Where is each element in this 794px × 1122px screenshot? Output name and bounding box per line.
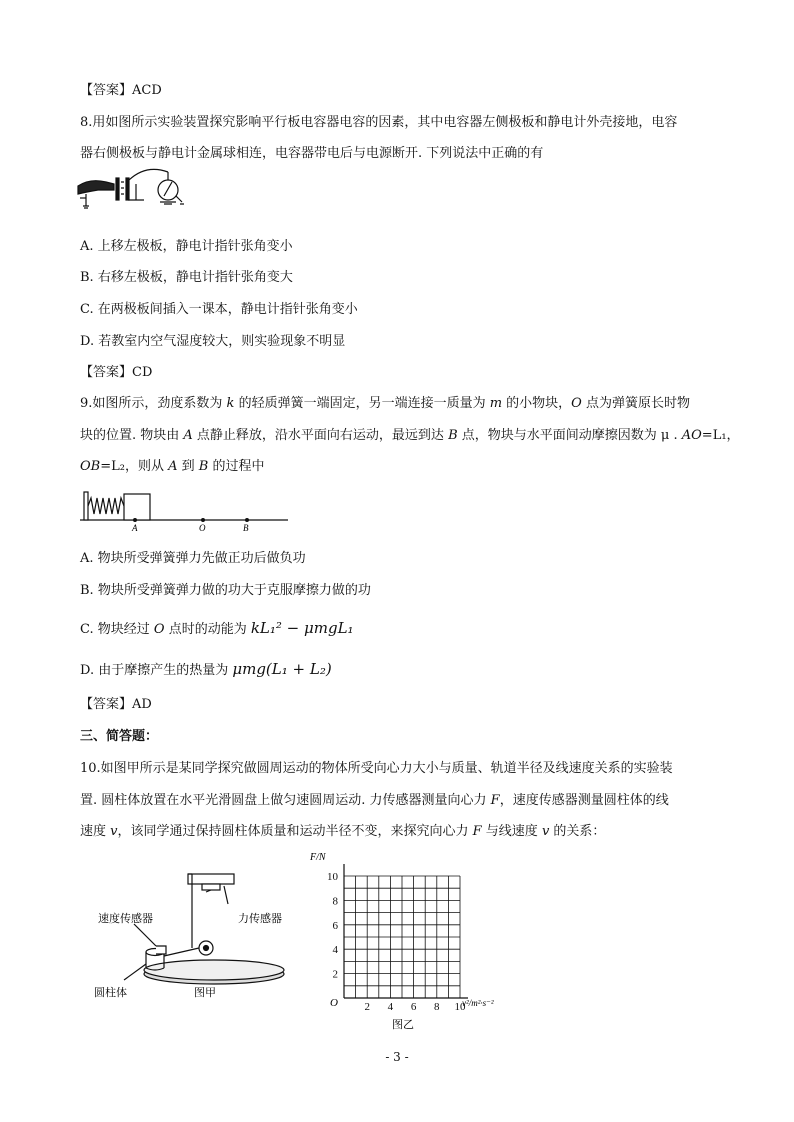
figure-grid-chart xyxy=(306,846,536,1032)
x-tick-label: 4 xyxy=(387,1001,394,1013)
answer-value: CD xyxy=(132,365,153,380)
q7-answer xyxy=(80,82,162,100)
q8-option-c: C. 在两极板间插入一课本，静电计指针张角变小 xyxy=(80,302,358,317)
x-tick-label: 8 xyxy=(434,1001,440,1013)
figure-b-caption: 图乙 xyxy=(392,1019,414,1031)
y-axis-label: F/N xyxy=(310,852,326,863)
label-o: O xyxy=(199,523,206,532)
x-axis-label: v²/m²·s⁻² xyxy=(462,998,494,1008)
q8-option-a: A. 上移左极板，静电计指针张角变小 xyxy=(80,239,293,254)
point-o xyxy=(201,518,205,522)
y-tick-label: 10 xyxy=(327,871,338,883)
var-a: A xyxy=(183,428,193,443)
block xyxy=(124,494,150,520)
x-tick-label: 6 xyxy=(410,1001,417,1013)
answer-label: 【答案】 xyxy=(80,697,133,712)
q9-stem-line3 xyxy=(80,458,264,476)
q9-option-a: A. 物块所受弹簧弹力先做正功后做负功 xyxy=(80,551,306,566)
x-tick-label: 10 xyxy=(454,1001,466,1013)
q10-text: 的关系： xyxy=(549,824,606,839)
var-b: B xyxy=(448,428,458,443)
y-tick-label: 2 xyxy=(332,968,338,981)
y-tick-label: 6 xyxy=(332,919,338,932)
q9-option-b: B. 物块所受弹簧弹力做的功大于克服摩擦力做的功 xyxy=(80,583,371,598)
q8-answer xyxy=(80,364,152,382)
page-number: - 3 - xyxy=(385,1050,409,1064)
q10-text: ，速度传感器测量圆柱体的线 xyxy=(499,793,669,808)
figure-apparatus xyxy=(94,860,294,1010)
origin-label: O xyxy=(330,997,338,1009)
answer-value: ACD xyxy=(132,83,162,98)
var-a: A xyxy=(168,459,178,474)
q9-text: 的小物块， xyxy=(502,396,572,411)
option-text: D. 由于摩擦产生的热量为 xyxy=(80,663,233,678)
q9-stem-line2 xyxy=(80,427,740,445)
q10-text: 速度 xyxy=(80,824,111,839)
answer-label: 【答案】 xyxy=(80,83,133,98)
cylinder-label: 圆柱体 xyxy=(94,987,127,999)
var-f: F xyxy=(472,824,482,839)
section-heading: 三、简答题： xyxy=(80,729,159,744)
q10-text: 置. 圆柱体放置在水平光滑圆盘上做匀速圆周运动. 力传感器测量向心力 xyxy=(80,793,491,808)
capacitor-electrometer-figure xyxy=(76,166,186,210)
q9-stem-line1 xyxy=(80,395,690,413)
q8-option-b: B. 右移左极板，静电计指针张角变大 xyxy=(80,270,293,285)
q10-stem-line3 xyxy=(80,823,605,841)
figure-a-caption: 图甲 xyxy=(194,987,216,999)
q9-text: 点静止释放，沿水平面向右运动，最远到达 xyxy=(192,428,449,443)
q9-text: 的轻质弹簧一端固定，另一端连接一质量为 xyxy=(234,396,490,411)
q9-text: 点为弹簧原长时物 xyxy=(581,396,690,411)
var-f: F xyxy=(490,793,500,808)
formula: kL₁² − μmgL₁ xyxy=(250,619,354,637)
q9-answer xyxy=(80,696,152,714)
q10-stem-line1: 10.如图甲所示是某同学探究做圆周运动的物体所受向心力大小与质量、轨道半径及线速度关系的实验装 xyxy=(80,761,673,776)
var-o: O xyxy=(571,396,582,411)
var-b: B xyxy=(198,459,209,474)
var-k: k xyxy=(226,396,235,411)
q10-stem-line2 xyxy=(80,792,669,810)
q8-stem-line1: 8.用如图所示实验装置探究影响平行板电容器电容的因素，其中电容器左侧极板和静电计外壳接地，电容 xyxy=(80,115,678,130)
q9-text: =L₁， xyxy=(701,428,740,443)
spring-block-figure xyxy=(78,488,298,532)
q8-option-d: D. 若教室内空气湿度较大，则实验现象不明显 xyxy=(80,334,346,349)
answer-label: 【答案】 xyxy=(80,365,133,380)
option-text: 点时的动能为 xyxy=(164,622,251,637)
q9-text: 9.如图所示，劲度系数为 xyxy=(80,396,227,411)
answer-value: AD xyxy=(132,697,152,712)
q10-text: 与线速度 xyxy=(481,824,542,839)
var-v: v xyxy=(110,824,118,839)
point-a xyxy=(133,518,137,522)
q8-stem-line2: 器右侧极板与静电计金属球相连，电容器带电后与电源断开. 下列说法中正确的有 xyxy=(80,146,544,161)
label-b: B xyxy=(243,523,249,532)
var-ao: AO xyxy=(681,428,702,443)
var-v: v xyxy=(541,824,550,839)
q9-text: 的过程中 xyxy=(208,459,265,474)
label-a: A xyxy=(132,523,138,532)
speed-sensor-label: 速度传感器 xyxy=(98,913,153,925)
formula: μmg(L₁ + L₂) xyxy=(232,660,332,678)
var-ob: OB xyxy=(80,459,101,474)
q9-option-d xyxy=(80,660,332,680)
var-o: O xyxy=(153,622,165,637)
q9-text: 到 xyxy=(177,459,199,474)
y-tick-label: 4 xyxy=(332,944,338,957)
option-text: C. 物块经过 xyxy=(80,622,154,637)
q10-text: ，该同学通过保持圆柱体质量和运动半径不变，来探究向心力 xyxy=(117,824,473,839)
spring xyxy=(88,498,124,514)
q9-text: =L₂，则从 xyxy=(100,459,169,474)
q9-option-c xyxy=(80,619,354,639)
x-tick-label: 2 xyxy=(364,1001,370,1013)
var-m: m xyxy=(489,396,503,411)
q9-text: 点，物块与水平面间动摩擦因数为 μ . xyxy=(457,428,682,443)
q9-text: 块的位置. 物块由 xyxy=(80,428,184,443)
y-tick-label: 8 xyxy=(332,895,338,908)
force-sensor-label: 力传感器 xyxy=(238,913,282,925)
point-b xyxy=(245,518,249,522)
